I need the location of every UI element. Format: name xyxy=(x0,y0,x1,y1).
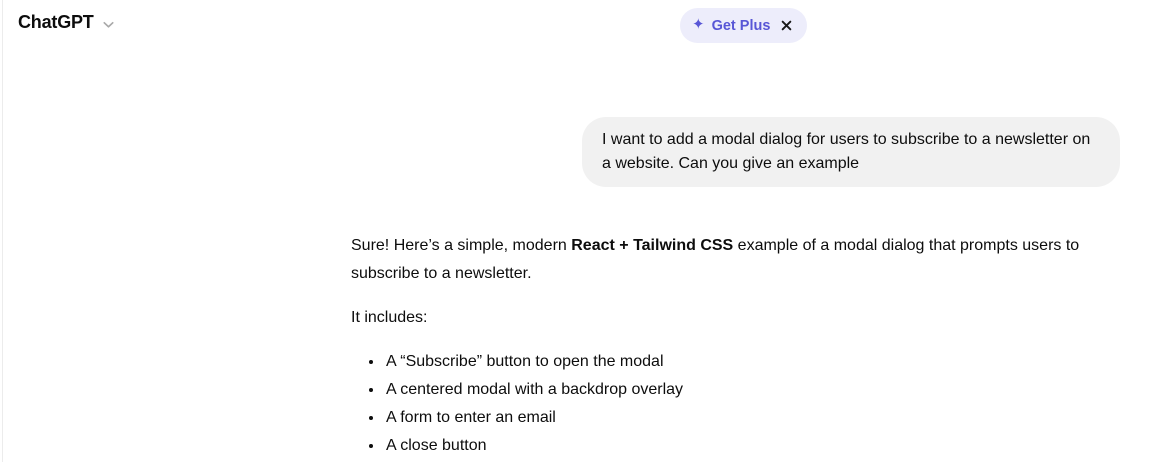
intro-bold-text: React + Tailwind CSS xyxy=(571,237,734,254)
intro-text-after-bold: example of a modal dialog that prompts users to subscribe to a newsletter. xyxy=(351,237,1080,282)
list-item: • A close button xyxy=(384,432,1120,460)
get-plus-badge[interactable] xyxy=(680,8,807,43)
user-message-row xyxy=(351,117,1120,187)
dismiss-get-plus-button[interactable] xyxy=(779,18,794,33)
list-item: • A centered modal with a backdrop overlay xyxy=(384,376,1120,404)
window-edge-divider xyxy=(2,0,3,462)
chevron-down-icon xyxy=(101,17,116,32)
sparkle-icon: ✦ xyxy=(692,16,705,33)
list-item: • A “Subscribe” button to open the modal xyxy=(384,348,1120,376)
close-icon xyxy=(781,20,792,31)
intro-text-before-bold: Sure! Here’s a simple, modern xyxy=(351,237,572,254)
app-title: ChatGPT xyxy=(18,12,94,32)
user-message-bubble: I want to add a modal dialog for users to subscribe to a newsletter on a website. Can you give an example xyxy=(582,117,1120,187)
assistant-message xyxy=(351,232,1120,460)
feature-list xyxy=(351,348,1120,460)
model-switcher-button[interactable] xyxy=(18,12,116,33)
assistant-intro-paragraph xyxy=(351,232,1120,288)
conversation-thread xyxy=(351,117,1120,460)
get-plus-label: Get Plus xyxy=(711,17,771,34)
list-item: • A form to enter an email xyxy=(384,404,1120,432)
includes-label: It includes: xyxy=(351,309,428,326)
